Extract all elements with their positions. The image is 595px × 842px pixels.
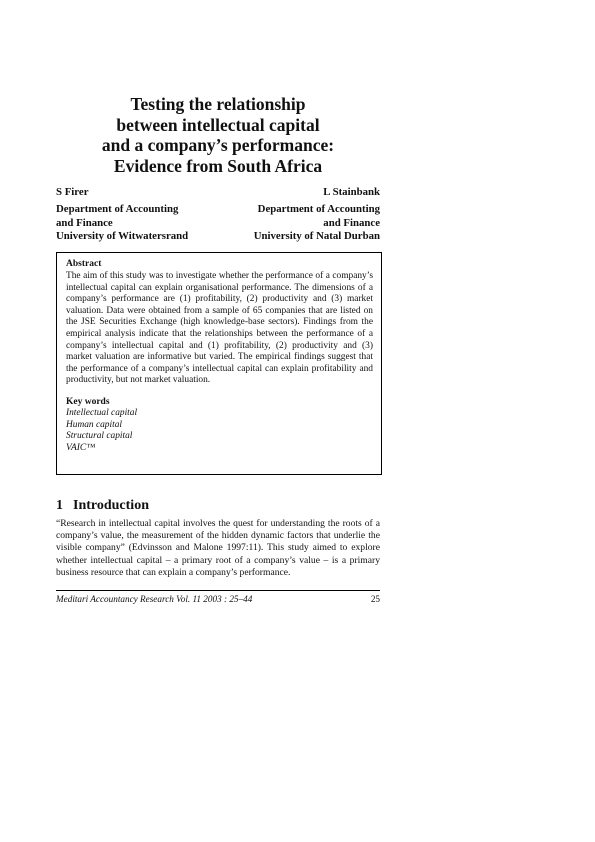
abstract-box: [56, 252, 382, 475]
abstract-text: The aim of this study was to investigate whether the performance of a company’s intellectual capital can explain organisational performance. The dimensions of a company’s performance are (1) profitability, (2) productivity and (3) market valuation. Data were obtained from a sample of 65 companies that are listed on the JSE Securities Exchange (high knowledge-base sectors). Findings from the empirical analysis indicate that the relationships between the performance of a company’s intellectual capital and (1) profitability, (2) productivity and (3) market valuation are informative but varied. The empirical findings suggest that the performance of a company’s intellectual capital can explain profitability and productivity, but not market valuation.: [66, 271, 373, 386]
author-affiliation-line: and Finance: [323, 216, 380, 229]
author-stainbank: [210, 186, 380, 243]
keyword-item: Intellectual capital: [66, 407, 138, 418]
author-firer: [56, 186, 226, 243]
section-heading-introduction: [56, 497, 380, 515]
keywords-heading: Key words: [66, 396, 110, 407]
keyword-item: Human capital: [66, 419, 122, 430]
keyword-item: VAIC™: [66, 442, 96, 453]
title-line: Evidence from South Africa: [113, 155, 323, 176]
author-affiliation-line: University of Natal Durban: [253, 229, 380, 242]
title-line: and a company’s performance:: [101, 135, 335, 155]
author-affiliation-line: Department of Accounting: [257, 203, 380, 216]
author-affiliation-line: University of Witwatersrand: [56, 229, 189, 242]
page-number: 25: [370, 594, 380, 604]
author-affiliation-line: and Finance: [56, 216, 113, 229]
keyword-item: Structural capital: [66, 431, 133, 442]
journal-reference: Meditari Accountancy Research Vol. 11 2003 : 25–44: [56, 594, 253, 604]
section-number: 1: [56, 498, 63, 513]
abstract-heading: Abstract: [66, 259, 102, 269]
paper-title: [56, 94, 380, 176]
footer-divider: [56, 590, 380, 591]
author-name: L Stainbank: [323, 186, 380, 198]
page-footer: [56, 593, 380, 605]
title-line: between intellectual capital: [116, 114, 320, 135]
author-name: S Firer: [56, 186, 89, 198]
section-title: Introduction: [73, 498, 149, 513]
introduction-paragraph: “Research in intellectual capital involves the quest for understanding the roots of a company’s value, the measurement of the hidden dynamic factors that underlie the visible company” (Edvinsson and Malone 1997:11). This study aimed to explore whether intellectual capital – a primary root of a company’s value – is a primary business resource that can explain a company’s performance.: [56, 518, 380, 578]
author-affiliation-line: Department of Accounting: [56, 203, 179, 216]
title-line: Testing the relationship: [130, 94, 306, 114]
